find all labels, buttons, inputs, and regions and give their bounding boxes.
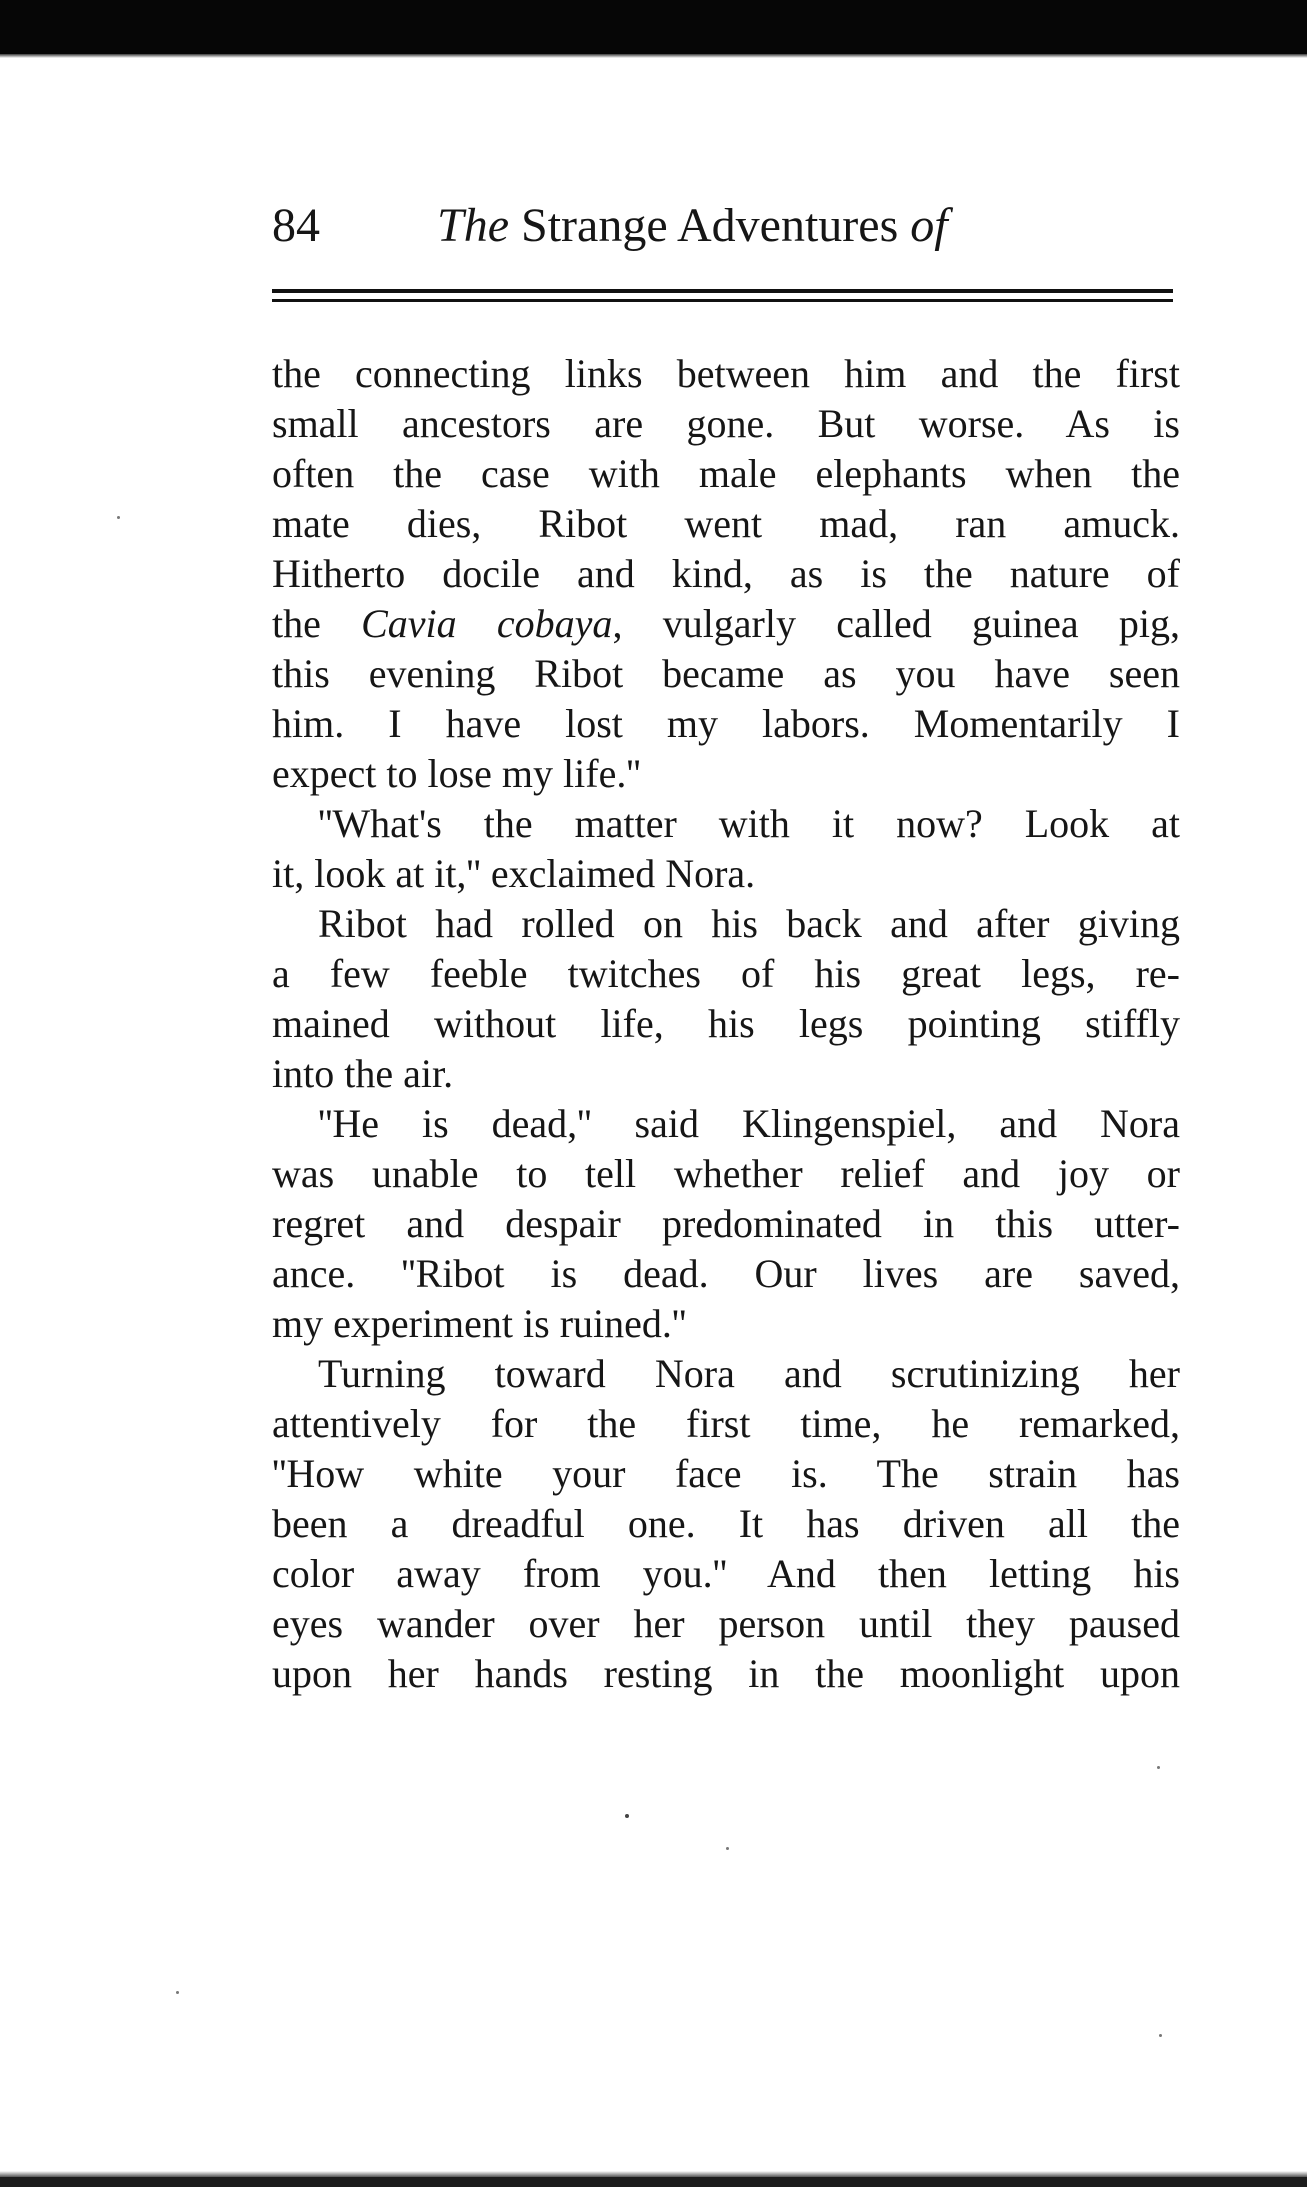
text-line-content: ''What's the matter with it now? Look at [318, 801, 1180, 846]
scan-bottom-border [0, 2177, 1307, 2187]
text-line [272, 1499, 1180, 1549]
text-line-content: him. I have lost my labors. Momentarily I [272, 701, 1180, 746]
scan-speck [1157, 1766, 1160, 1769]
text-line [272, 1099, 1180, 1149]
text-line-content: my experiment is ruined.'' [272, 1301, 687, 1346]
running-title [437, 196, 948, 256]
scan-speck [1159, 2034, 1162, 2037]
text-line-content: mained without life, his legs pointing stiffly [272, 1001, 1180, 1046]
text-line [272, 499, 1180, 549]
text-line [272, 799, 1180, 849]
text-line [272, 949, 1180, 999]
body-text [272, 349, 1180, 1699]
running-head [272, 196, 1172, 256]
scan-speck [117, 516, 120, 519]
text-line-content: eyes wander over her person until they paused [272, 1601, 1180, 1646]
text-line-content: been a dreadful one. It has driven all the [272, 1501, 1180, 1546]
text-line [272, 749, 1180, 799]
text-line-content: upon her hands resting in the moonlight upon [272, 1651, 1180, 1696]
text-line [272, 599, 1180, 649]
running-title-middle: Strange Adventures [521, 199, 899, 252]
scan-speck [176, 1991, 179, 1994]
header-rule-thick [272, 289, 1173, 293]
text-line [272, 349, 1180, 399]
text-line-content: attentively for the first time, he remarked, [272, 1401, 1180, 1446]
text-line [272, 849, 1180, 899]
text-line-content: ''He is dead,'' said Klingenspiel, and Nora [318, 1101, 1180, 1146]
text-line [272, 1299, 1180, 1349]
text-line [272, 1649, 1180, 1699]
text-line [272, 1349, 1180, 1399]
text-line-content: Hitherto docile and kind, as is the nature of [272, 551, 1180, 596]
text-line [272, 1249, 1180, 1299]
text-line-content: Turning toward Nora and scrutinizing her [318, 1351, 1180, 1396]
text-line-content: into the air. [272, 1051, 454, 1096]
text-line [272, 399, 1180, 449]
text-line-content: Ribot had rolled on his back and after giving [318, 901, 1180, 946]
page-number: 84 [272, 199, 320, 252]
text-line [272, 699, 1180, 749]
text-line-content-end: , vulgarly called guinea pig, [612, 601, 1180, 646]
text-line [272, 1449, 1180, 1499]
text-line-content: was unable to tell whether relief and joy or [272, 1151, 1180, 1196]
text-line [272, 449, 1180, 499]
text-line-content: often the case with male elephants when the [272, 451, 1180, 496]
text-line [272, 649, 1180, 699]
text-line [272, 1199, 1180, 1249]
text-line-content: regret and despair predominated in this utter- [272, 1201, 1180, 1246]
scan-speck [625, 1814, 629, 1818]
text-line [272, 1599, 1180, 1649]
text-line [272, 1549, 1180, 1599]
text-line-content: it, look at it,'' exclaimed Nora. [272, 851, 756, 896]
italic-term: Cavia cobaya [361, 601, 613, 646]
text-line-content: color away from you.'' And then letting his [272, 1551, 1180, 1596]
text-line-content: mate dies, Ribot went mad, ran amuck. [272, 501, 1180, 546]
text-line-content: this evening Ribot became as you have seen [272, 651, 1180, 696]
running-title-italic-end: of [910, 199, 948, 252]
text-line-content: ance. ''Ribot is dead. Our lives are saved, [272, 1251, 1180, 1296]
text-line [272, 899, 1180, 949]
text-line [272, 1399, 1180, 1449]
text-line-content: small ancestors are gone. But worse. As is [272, 401, 1180, 446]
scan-top-border-edge [0, 54, 1307, 58]
text-line [272, 1049, 1180, 1099]
scan-top-border [0, 0, 1307, 54]
text-line [272, 999, 1180, 1049]
text-line-content: the connecting links between him and the first [272, 351, 1180, 396]
scan-speck [726, 1847, 729, 1850]
header-rule-thin [272, 299, 1173, 302]
running-title-italic-start: The [437, 199, 509, 252]
text-line [272, 549, 1180, 599]
text-line [272, 1149, 1180, 1199]
text-line-content: ''How white your face is. The strain has [272, 1451, 1180, 1496]
text-line-content: a few feeble twitches of his great legs, re- [272, 951, 1180, 996]
text-line-content: the [272, 601, 362, 646]
text-line-content: expect to lose my life.'' [272, 751, 641, 796]
